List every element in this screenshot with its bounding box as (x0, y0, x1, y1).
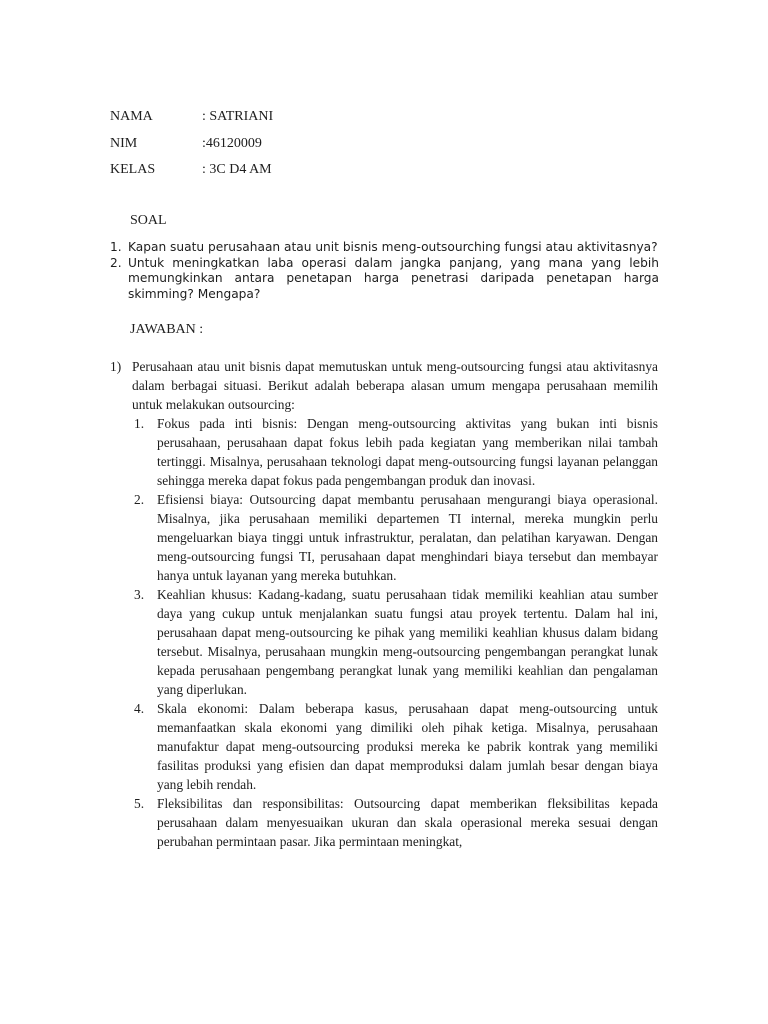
question-text: Kapan suatu perusahaan atau unit bisnis meng-outsourching fungsi atau aktivitasnya? (128, 240, 658, 254)
kelas-value: : 3C D4 AM (202, 162, 272, 177)
reason-text: Efisiensi biaya: Outsourcing dapat membantu perusahaan mengurangi biaya operasional. Misalnya, jika perusahaan memiliki departemen TI internal, mereka mungkin perlu mengeluarkan biaya tinggi untuk infrastruktur, peralatan, dan pelatihan karyawan. Dengan meng-outsourcing fungsi TI, perusahaan dapat menghindari biaya tersebut dan membayar hanya untuk layanan yang mereka butuhkan. (157, 492, 658, 583)
answer-block (110, 357, 658, 851)
nim-label: NIM (110, 136, 138, 151)
kelas-label: KELAS (110, 162, 156, 177)
reason-item (110, 490, 658, 585)
question-list (110, 240, 659, 302)
answer-item (110, 357, 658, 851)
reason-number: 1. (134, 416, 145, 431)
nama-label: NAMA (110, 109, 153, 124)
answer-number: 1) (110, 359, 122, 374)
soal-heading: SOAL (130, 213, 167, 228)
question-item (110, 240, 659, 256)
jawaban-heading: JAWABAN : (130, 322, 204, 337)
question-item (110, 256, 659, 303)
reason-item (110, 414, 658, 490)
nim-value: :46120009 (202, 136, 262, 151)
answer-intro-text: Perusahaan atau unit bisnis dapat memutuskan untuk meng-outsourcing fungsi atau aktivitasnya dalam berbagai situasi. Berikut adalah beberapa alasan umum mengapa perusahaan memilih untuk melakukan outsourcing: (132, 359, 658, 412)
reason-item (110, 585, 658, 699)
question-number: 1. (110, 240, 122, 254)
reason-item (110, 794, 658, 851)
reason-number: 4. (134, 701, 145, 716)
reason-text: Keahlian khusus: Kadang-kadang, suatu perusahaan tidak memiliki keahlian atau sumber daya yang cukup untuk menjalankan suatu fungsi atau proyek tertentu. Dalam hal ini, perusahaan dapat meng-outsourcing ke pihak yang memiliki keahlian khusus dalam bidang tersebut. Misalnya, perusahaan mungkin meng-outsourcing pengembangan perangkat lunak kepada perusahaan pengembang perangkat lunak yang memiliki keahlian dan pengalaman yang diperlukan. (157, 587, 658, 697)
question-text: Untuk meningkatkan laba operasi dalam jangka panjang, yang mana yang lebih memungkinkan antara penetapan harga penetrasi daripada penetapan harga skimming? Mengapa? (128, 255, 659, 301)
reason-list (110, 414, 658, 851)
reason-number: 5. (134, 796, 145, 811)
reason-text: Fleksibilitas dan responsibilitas: Outsourcing dapat memberikan fleksibilitas kepada perusahaan dalam menyesuaikan ukuran dan skala operasional mereka sesuai dengan perubahan permintaan pasar. Jika permintaan meningkat, (157, 796, 658, 849)
reason-text: Skala ekonomi: Dalam beberapa kasus, perusahaan dapat meng-outsourcing untuk memanfaatkan skala ekonomi yang dimiliki oleh pihak ketiga. Misalnya, perusahaan manufaktur dapat meng-outsourcing produksi mereka ke pabrik kontrak yang memiliki fasilitas produksi yang efisien dan dapat memproduksi dalam jumlah besar dengan biaya yang lebih rendah. (157, 701, 658, 792)
question-number: 2. (110, 255, 122, 270)
answer-intro (110, 357, 658, 414)
reason-number: 3. (134, 587, 145, 602)
nama-value: : SATRIANI (202, 109, 274, 124)
reason-number: 2. (134, 492, 145, 507)
reason-item (110, 699, 658, 794)
reason-text: Fokus pada inti bisnis: Dengan meng-outsourcing aktivitas yang bukan inti bisnis perusahaan, perusahaan dapat fokus lebih pada kegiatan yang memberikan nilai tambah tertinggi. Misalnya, perusahaan teknologi dapat meng-outsourcing fungsi layanan pelanggan sehingga mereka dapat fokus pada pengembangan produk dan inovasi. (157, 416, 658, 488)
